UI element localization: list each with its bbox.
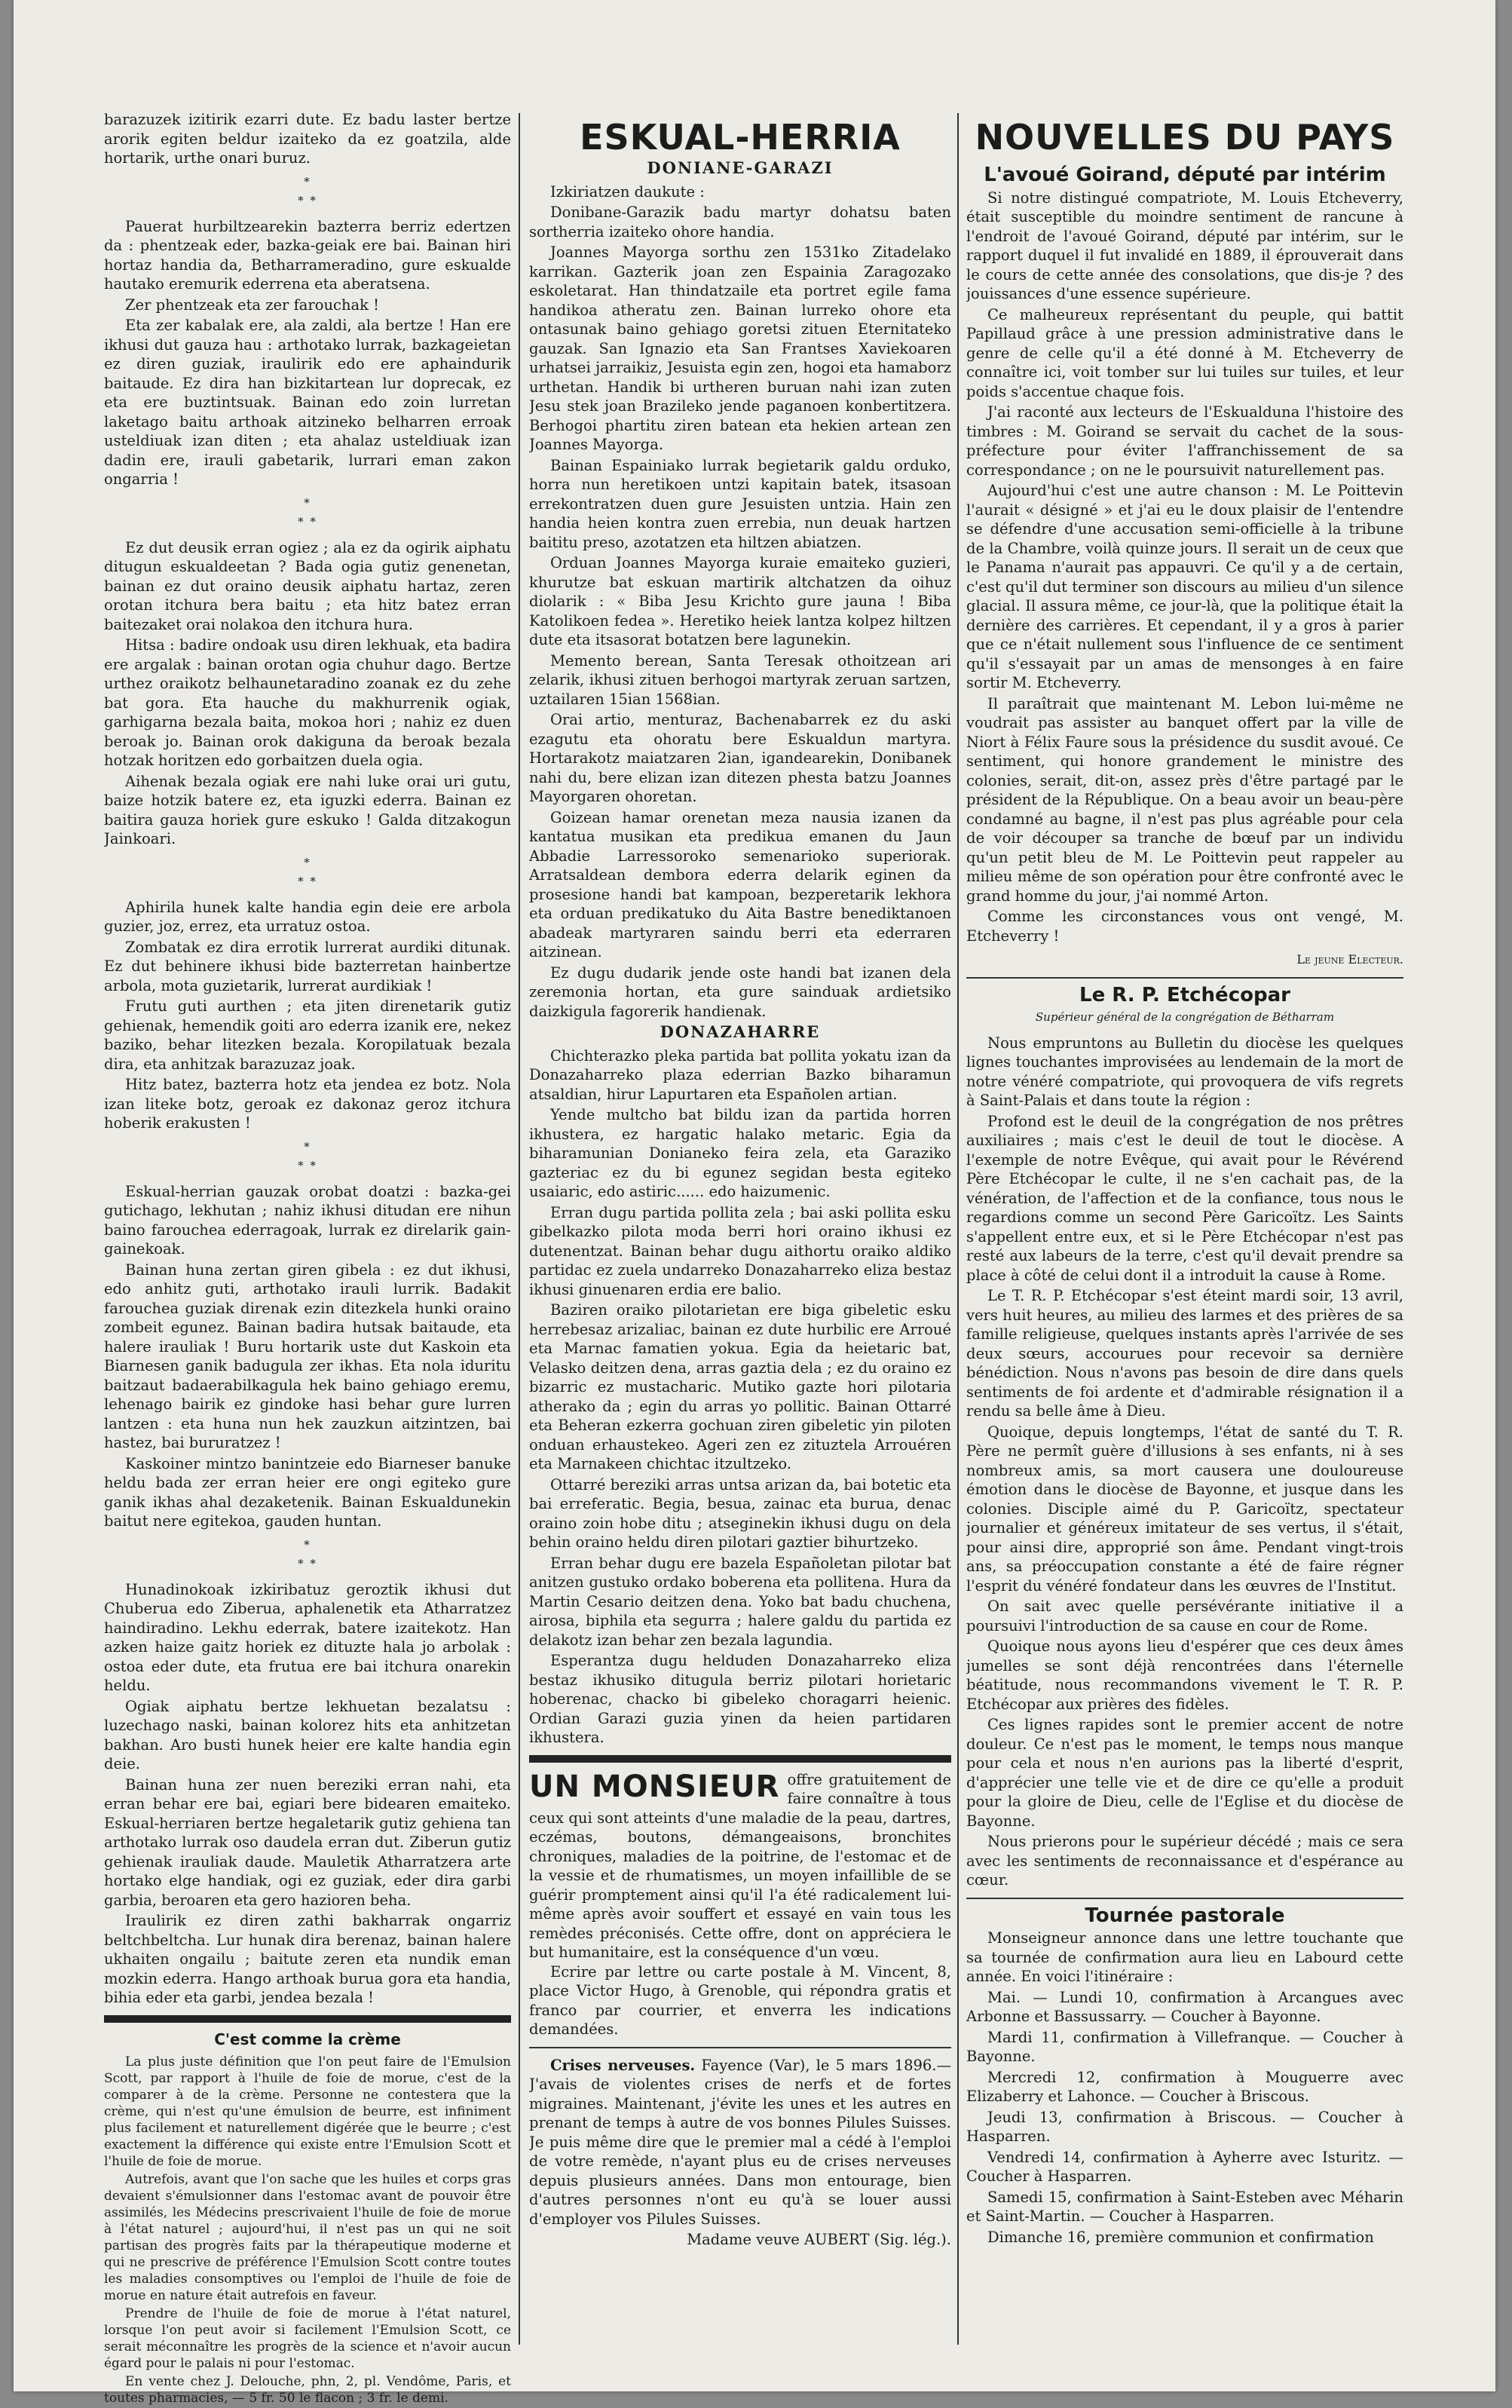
paragraph-group <box>966 1929 1403 2247</box>
paragraph-group <box>104 1182 511 1531</box>
paragraph: Goizean hamar orenetan meza nausia izanen da kantatua musikan eta predikua emanen du Jaun Abbadie Larressoroko semenarioko superiorak. Arratsaldean dembora ederra delarik eginen da prosesione handi bat kampoan, bezperetarik lekhora eta orduan predikatuko du Aita Bastre benediktanoen abadeak martyraren saindu berri eta ederraren aitzinean. <box>529 808 951 960</box>
paragraph: Mercredi 12, confirmation à Mouguerre avec Elizaberry et Lahonce. — Coucher à Briscous. <box>966 2068 1403 2105</box>
masthead-eskual-herria: ESKUAL-HERRIA <box>580 117 901 158</box>
paragraph: Aujourd'hui c'est une autre chanson : M. Le Poittevin l'aurait « désigné » et j'ai eu le doux plaisir de l'entendre se défendre d'une accusation semi-officielle à la tribune de la Chambre, voilà quinze jours. Il serait un de ceux que le Panama n'aurait pas appauvri. Ce qu'il y a de certain, c'est qu'il dut terminer son discours au milieu d'un silence glacial. Il assura même, ce jour-là, que la politique était la dernière des carrières. Et cependant, il y a gros à parier que ce n'était nullement sous l'influence de ce sentiment qu'il s'essayait par un amas de mensonges à en faire sortir M. Etcheverry. <box>966 482 1403 691</box>
paragraph-group <box>966 1034 1403 1890</box>
paragraph-group <box>966 188 1403 946</box>
article-title: Le R. P. Etchécopar <box>1079 983 1290 1006</box>
paragraph: Autrefois, avant que l'on sache que les huiles et corps gras devaient s'émulsionner dans l'estomac avant de pouvoir être assimilés, les Médecins prescrivaient l'huile de foie de morue à l'état naturel ; aujourd'hui, il n'est pas un qui ne soit partisan des progrès faits par la thérapeutique moderne et qui ne prescrive de préférence l'Emulsion Scott contre toutes les maladies consomptives ou l'emploi de l'huile de foie de morue en nature était autrefois en faveur. <box>104 2172 511 2303</box>
article-title: Tournée pastorale <box>1085 1904 1285 1927</box>
intro-line: Izkiriatzen daukute : <box>550 182 705 201</box>
paragraph: Ces lignes rapides sont le premier accent de notre douleur. Ce n'est pas le moment, le temps nous manque pour cela et nous n'en aurions pas la liberté d'esprit, d'apprécier une telle vie et de dire ce qu'elle a produit pour la gloire de Dieu, celle de l'Eglise et du diocèse de Bayonne. <box>966 1716 1403 1830</box>
paragraph: Comme les circonstances vous ont vengé, M. Etcheverry ! <box>966 908 1403 945</box>
paragraph: Hitsa : badire ondoak usu diren lekhuak, eta badira ere argalak : bainan orotan ogia chuhur dago. Bertze urthez oraikotz belhaunetaradino zoanak ez du zehe bat gora. Eta hauche du makhurrenik ogiak, garhigarna bezala baita, mokoa hori ; nahiz ez duen beroak jo. Bainan orok dakiguna da beroak bezala hotzak horitzen edo gorbaitzen duela ogia. <box>104 636 511 769</box>
paragraph: La plus juste définition que l'on peut faire de l'Emulsion Scott, par rapport à l'huile de foie de morue, c'est de la comparer à de la crème. Personne ne contestera que la crème, qui n'est qu'une émulsion de beurre, est infiniment plus facilement et naturellement digérée que le beurre ; c'est exactement la différence qui existe entre l'Emulsion Scott et l'huile de foie de morue. <box>104 2054 511 2169</box>
column-rule <box>957 113 959 2345</box>
paragraph: Memento berean, Santa Teresak othoitzean ari zelarik, ikhusi zituen berhogoi martyrak zeruan sartzen, uztailaren 15ian 1568ian. <box>529 651 951 708</box>
paragraph: Bainan Espainiako lurrak begietarik galdu orduko, horra nun heretikoen untzi kapitain batek, itsasoan errekontratzen duen gure Jesuisten untzia. Hain zen handia heien kontra zuen errebia, nun deuak hartzen baititu preso, azotatzen eta hiltzen abiatzen. <box>529 456 951 551</box>
paragraph: Ottarré bereziki arras untsa arizan da, bai botetic eta bai erreferatic. Begia, besua, zainac eta burua, denac oraino zoin hobe ditu ; atseginekin ikhusi dugu on dela behin oraino heldu diren pilotari gaztier bihurtzeko. <box>529 1475 951 1551</box>
ad-text <box>104 2054 511 2406</box>
ad-headline: Crises nerveuses. <box>550 2056 696 2074</box>
ad-signature: Madame veuve AUBERT (Sig. lég.). <box>687 2231 951 2248</box>
paragraph: En vente chez J. Delouche, phn, 2, pl. Vendôme, Paris, et toutes pharmacies, — 5 fr. 50 le flacon ; 3 fr. le demi. <box>104 2374 511 2406</box>
ad-text: Ecrire par lettre ou carte postale à M. Vincent, 8, place Victor Hugo, à Grenoble, qui répondra gratis et franco par courrier, et enverra les indications demandées. <box>529 1962 951 2038</box>
paragraph: Ez dut deusik erran ogiez ; ala ez da ogirik aiphatu ditugun eskualdeetan ? Bada ogia gutiz genenetan, bainan ez dut oraino deusik aiphatu hartaz, zeren orotan itchura bera baitu ; eta hitz batez erran baitezaket orai nolakoa den itchura hura. <box>104 538 511 633</box>
ad-crises <box>529 2056 951 2229</box>
newspaper-page <box>14 0 1495 2406</box>
paragraph: Le T. R. P. Etchécopar s'est éteint mardi soir, 13 avril, vers huit heures, au milieu des larmes et des prières de sa famille religieuse, quelques instants après l'arrivée de ses deux sœurs, accourues pour recevoir sa dernière bénédiction. Nous n'avons pas besoin de dire dans quels sentiments de foi ardente et d'admirable résignation il a rendu sa belle âme à Dieu. <box>966 1287 1403 1420</box>
section-subtitle: DONIANE-GARAZI <box>647 158 834 177</box>
paragraph: Bainan huna zer nuen bereziki erran nahi, eta erran behar ere bai, egiari bere bidearen emaiteko. Eskual-herriaren bertze hegaletarik gutiz gehiena tan arthotako lurrak oso daudela erran dut. Ziberun gutiz gehienak irauliak daude. Mauletik Atharratzera arte hortako elge handiak, ogi ez guziak, eder dira garbi garbia, beroaren eta gero hazioren beha. <box>104 1775 511 1909</box>
paragraph: Zombatak ez dira errotik lurrerat aurdiki ditunak. Ez dut behinere ikhusi bide bazterretan hainbertze arbola, mota guzietarik, lurrerat aurdikiak ! <box>104 938 511 994</box>
ad-text: Fayence (Var), le 5 mars 1896.— J'avais de violentes crises de nerfs et de fortes migraines. Maintenant, j'évite les unes et les autres en prenant de temps à autre de vos bonnes Pilules Suisses. Je puis même dire que le premier mal a cédé à l'emploi de votre remède, n'ayant plus eu de crises nerveuses depuis plusieurs années. Dans mon entourage, bien d'autres personnes n'ont eu qu'à se louer aussi d'employer vos Pilules Suisses. <box>529 2056 951 2228</box>
separator-stars: * * * <box>298 1537 317 1570</box>
paragraph: Dimanche 16, première communion et confirmation <box>987 2228 1374 2246</box>
paragraph: J'ai raconté aux lecteurs de l'Eskualduna l'histoire des timbres : M. Goirand se servait du cachet de la sous-préfecture pour éviter l'affranchissement de sa correspondance ; on ne le poursuivit naturellement pas. <box>966 403 1403 479</box>
paragraph: Prendre de l'huile de foie de morue à l'état naturel, lorsque l'on peut avoir si facilement l'Emulsion Scott, ce serait méconnaître les progrès de la science et n'avoir aucun égard pour le palais ni pour l'estomac. <box>104 2306 511 2371</box>
article-subtitle: Supérieur général de la congrégation de Bétharram <box>1035 1010 1335 1024</box>
section-rule <box>104 2015 511 2023</box>
paragraph-group <box>104 1580 511 2008</box>
paragraph: Jeudi 13, confirmation à Briscous. — Coucher à Hasparren. <box>966 2108 1403 2145</box>
paragraph: Chichterazko pleka partida bat pollita yokatu izan da Donazaharreko plaza ederrian Bazko biharamun atsaldian, hirur Lapurtaren eta Españolen artian. <box>529 1046 951 1103</box>
paragraph: Ce malheureux représentant du peuple, qui battit Papillaud grâce à une pression administrative dans le genre de celle qu'il a été donné à M. Etcheverry de connaître ici, voit tomber sur lui tuiles sur tuiles, et leur poids s'accentue chaque fois. <box>966 305 1403 400</box>
masthead-nouvelles: NOUVELLES DU PAYS <box>975 117 1395 158</box>
paragraph-group <box>104 217 511 489</box>
paragraph: Iraulirik ez diren zathi bakharrak ongarriz beltchbeltcha. Lur hunak dira berenaz, bainan halere ukhaiten ongailu ; baitute zeren eta nundik eman mozkin ederra. Hango arthoak burua gora eta handia, bihia eder eta garbi, jendea bezala ! <box>104 1912 511 2006</box>
paragraph: Pauerat hurbiltzearekin bazterra berriz edertzen da : phentzeak eder, bazka-geiak ere bai. Bainan hiri hortaz handia da, Betharrameradino, gure eskualde hautako eremurik ederrena eta aberatsena. <box>104 217 511 293</box>
paragraph: Yende multcho bat bildu izan da partida horren ikhustera, ez hargatic halako metaric. Egia da biharamunian Donianeko feira zela, eta Garaziko gazteriac ez du bi egunez segidan besta egiteko usaiaric, edo astiric...... edo haizumenic. <box>529 1106 951 1200</box>
paragraph: Eta zer kabalak ere, ala zaldi, ala bertze ! Han ere ikhusi dut gauza hau : arthotako lurrak, bazkageietan ez diren guziak, iraulirik edo ere aphaindurik baitaude. Ez dira han bizkitartean lur doprecak, ez eta ere buztintsuak. Bainan edo zoin lurretan laketago baitu arthoak aitzineko belharren erroak usteldiuak izan diten ; eta ahalaz usteldiuak izan dadin ere, irauli gabetarik, lurrari eman zakon ongarria ! <box>104 317 511 488</box>
column-2 <box>529 110 951 2251</box>
ad-headline: UN MONSIEUR <box>529 1769 780 1804</box>
paragraph: Ogiak aiphatu bertze lekhuetan bezalatsu : luzechago naski, bainan kolorez hits eta anhitzetan bakhan. Aro busti hunek heier ere kalte handia egin deie. <box>104 1697 511 1772</box>
section-rule <box>966 977 1403 979</box>
column-1 <box>104 110 511 2408</box>
column-3 <box>966 110 1403 2248</box>
paragraph: Mai. — Lundi 10, confirmation à Arcangues avec Arbonne et Bassussarry. — Coucher à Bayonne. <box>966 1988 1403 2025</box>
ad-text: offre gratuitement de faire connaître à tous ceux qui sont atteints d'une maladie de la peau, dartres, eczémas, boutons, démangeaisons, bronchites chroniques, maladies de la poitrine, de l'estomac et de la vessie et de rhumatismes, un moyen infaillible de se guérir promptement ainsi qu'il l'a été radicalement lui-même après avoir souffert et essayé en vain tous les remèdes préconisés. Cette offre, dont on appréciera le but humanitaire, est la conséquence d'un vœu. <box>529 1770 951 1961</box>
paragraph: Zer phentzeak eta zer farouchak ! <box>125 296 379 314</box>
paragraph: Erran dugu partida pollita zela ; bai aski pollita esku gibelkazko pilota moda berri hori oraino ikhusi ez dutenentzat. Bainan behar dugu aithortu oraiko aldiko partidac ez zuela undarreko Donazaharreko eliza bestaz ikhusi ginuenaren erdia ere balio. <box>529 1203 951 1298</box>
paragraph: Orai artio, menturaz, Bachenabarrek ez du aski ezagutu eta ohoratu bere Eskualdun martyra. Hortarakotz maiatzaren 2ian, igandearekin, Donibanek nahi du, bere elizan izan ditezen phesta batzu Joannes Mayorgaren ohoretan. <box>529 711 951 805</box>
paragraph: Monseigneur annonce dans une lettre touchante que sa tournée de confirmation aura lieu en Labourd cette année. En voici l'itinéraire : <box>966 1929 1403 1985</box>
paragraph-group <box>104 898 511 1133</box>
paragraph: Nous prierons pour le supérieur décédé ; mais ce sera avec les sentiments de reconnaissance et d'espérance au cœur. <box>966 1833 1403 1889</box>
article-title: L'avoué Goirand, député par intérim <box>984 164 1386 186</box>
section-subtitle: DONAZAHARRE <box>660 1022 821 1041</box>
section-rule <box>529 1755 951 1763</box>
ad-title: C'est comme la crème <box>214 2030 401 2048</box>
paragraph: Kaskoiner mintzo banintzeie edo Biarneser banuke heldu bada zer erran heier ere ongi egiteko gure ganik ikhas ahal dezaketenik. Bainan Eskualdunekin baitut nere egitekoa, gauden huntan. <box>104 1454 511 1530</box>
article-signature: Le jeune Electeur. <box>1296 952 1403 967</box>
paragraph-group <box>104 538 511 849</box>
paragraph: Frutu guti aurthen ; eta jiten direnetarik gutiz gehienak, hemendik goiti aro ederra izanik ere, nekez baziko, behar litezken bezala. Koropilatuak bezala dira, eta anhitzak barazuzaz joak. <box>104 997 511 1073</box>
paragraph: Aphirila hunek kalte handia egin deie ere arbola guzier, joz, errez, eta urratuz ostoa. <box>104 898 511 935</box>
paragraph: Orduan Joannes Mayorga kuraie emaiteko guzieri, khurutze bat eskuan martirik altchatzen da oihuz diolarik : « Biba Jesu Krichto gure jauna ! Biba Katolikoen fedea ». Heretiko heiek lantza kolpez hiltzen dute eta itsasorat botatzen bere lagunekin. <box>529 554 951 648</box>
paragraph: Quoique nous ayons lieu d'espérer que ces deux âmes jumelles se sont déjà rencontrées dans l'éternelle béatitude, nous recommandons vivement le T. R. P. Etchécopar aux prières des fidèles. <box>966 1638 1403 1713</box>
paragraph: Aihenak bezala ogiak ere nahi luke orai uri gutu, baize hotzik batere ez, eta iguzki ederra. Bainan ez baitira gauza horiek gure eskuko ! Galda ditzakogun Jainkoari. <box>104 772 511 847</box>
paragraph: Baziren oraiko pilotarietan ere biga gibeletic esku herrebesaz arizaliac, bainan ez dute hurbilic ere Arroué eta Marnac famatien yokua. Egia da heietaric bat, Velasko deitzen dena, arras gaztia dela ; ez du oraino ez bizarric ez mustacharic. Mutiko gazte hori pilotaria atherako da ; egin du arras yo pollitic. Bainan Ottarré eta Beheran ezkerra gochuan ziren gibeletic yin piloten onduan erhaustekeo. Ageri zen ez zituztela Arrouéren eta Marnakeen chichtac itzultzeko. <box>529 1301 951 1472</box>
paragraph: Profond est le deuil de la congrégation de nos prêtres auxiliaires ; mais c'est le deuil de tout le diocèse. A l'exemple de notre Evêque, qui avait pour le Révérend Père Etchécopar le culte, il ne s'en cachait pas, de la vénération, de l'affection et de la confiance, tous nous le regardions comme un second Père Garicoïtz. Les Saints s'appellent entre eux, et si le Père Etchécopar n'est pas resté aux labeurs de la terre, c'est qu'il devait prendre sa place à côté de celui dont il a introduit la cause à Rome. <box>966 1112 1403 1284</box>
paragraph: Samedi 15, confirmation à Saint-Esteben avec Méharin et Saint-Martin. — Coucher à Hasparren. <box>966 2188 1403 2225</box>
paragraph: Si notre distingué compatriote, M. Louis Etcheverry, était susceptible du moindre sentiment de rancune à l'endroit de l'avoué Goirand, député par intérim, sur le rapport duquel il fut invalidé en 1889, il éprouverait dans le cours de cette année des consolations, que dis-je ? des jouissances d'une essence supérieure. <box>966 188 1403 302</box>
section-rule <box>529 2047 951 2048</box>
paragraph-group <box>104 110 511 168</box>
paragraph: Ez dugu dudarik jende oste handi bat izanen dela zeremonia hortan, eta gure sainduak ardietsiko daizkigula fagorerik handienak. <box>529 964 951 1020</box>
separator-stars: * * * <box>298 1139 317 1172</box>
paragraph: Mardi 11, confirmation à Villefranque. — Coucher à Bayonne. <box>966 2028 1403 2065</box>
section-rule <box>966 1898 1403 1899</box>
paragraph: Bainan huna zertan giren gibela : ez dut ikhusi, edo anhitz guti, arthotako irauli lurrik. Badakit farouchea guziak direnak ezin ditezkela hunki oraino zombeit egunez. Bainan badira hutsak baitaude, eta halere irauliak ! Buru hortarik uste dut Kaskoin eta Biarnesen ganik badugula zer ikhas. Eta nola iduritu baitzaut badaerabilkagula hek baino gehiago eremu, lehenago bairik ez gindoke hasi behar gure lurren lantzen : eta huna nun hek zauzkun aitzintzen, bai hastez, bai bururatzez ! <box>104 1261 511 1451</box>
paragraph: Nous empruntons au Bulletin du diocèse les quelques lignes touchantes improvisées au lendemain de la mort de notre vénéré compatriote, qui provoquera de vifs regrets à Saint-Palais et dans toute la région : <box>966 1034 1403 1109</box>
paragraph: Esperantza dugu helduden Donazaharreko eliza bestaz ikhusiko ditugula berriz pilotari horietaric hoberenac, chacko bi gibeleko choragarri heienic. Ordian Garazi guzia yinen da heien partidaren ikhustera. <box>529 1652 951 1746</box>
paragraph: Donibane-Garazik badu martyr dohatsu baten sortherria izaiteko ohore handia. <box>529 204 951 240</box>
paragraph-group <box>529 1046 951 1748</box>
separator-stars: * * * <box>298 855 317 888</box>
separator-stars: * * * <box>298 495 317 528</box>
paragraph: Hitz batez, bazterra hotz eta jendea ez botz. Nola izan liteke botz, geroak ez dakonaz geroz itchura hoberik erakusten ! <box>104 1076 511 1132</box>
paragraph: Hunadinokoak izkiribatuz geroztik ikhusi dut Chuberua edo Ziberua, aphalenetik eta Atharratzez haindiradino. Lekhu ederrak, batere izaitekotz. Han azken haize gaitz horiek ez dituzte hala jo arbolak : ostoa eder dute, eta frutua ere bai itchura onarekin heldu. <box>104 1580 511 1694</box>
paragraph: Erran behar dugu ere bazela Españoletan pilotar bat anitzen gustuko ordako boberena eta pollitena. Hura da Martin Cesario deitzen dena. Yoko bat badu chuchena, airosa, biphila eta segurra ; halere galdu du partida ez delakotz izan behar zen bezala lagundia. <box>529 1554 951 1649</box>
column-rule <box>519 113 520 2345</box>
paragraph: On sait avec quelle persévérante initiative il a poursuivi l'introduction de sa cause en cour de Rome. <box>966 1598 1403 1634</box>
paragraph: Quoique, depuis longtemps, l'état de santé du T. R. Père ne permît guère d'illusions à ses enfants, ni à ses nombreux amis, sa mort causera une douloureuse émotion dans le diocèse de Bayonne, et jusque dans les colonies. Disciple aimé du P. Garicoïtz, spectateur journalier et généreux imitateur de ses vertus, il s'était, pour ainsi dire, approprié son âme. Pendant vingt-trois ans, sa préoccupation constante a été de faire régner l'esprit du vénéré fondateur dans les œuvres de l'Institut. <box>966 1423 1403 1595</box>
paragraph-group <box>529 203 951 1021</box>
ad-monsieur <box>529 1770 951 2039</box>
paragraph: Il paraîtrait que maintenant M. Lebon lui-même ne voudrait pas assister au banquet offert par la ville de Niort à Félix Faure sous la présidence du susdit avoué. Ce sentiment, qui honore grandement le ministre des colonies, serait, dit-on, assez près d'être partagé par le président de la République. On a beau avoir un beau-père condamné au bagne, il n'est pas plus agréable pour cela de voir découper sa tranche de bœuf par un individu qu'un petit bleu de M. Le Poittevin peut rappeler au milieu même de son opération pour être confronté avec le grand homme du jour, j'ai nommé Arton. <box>966 694 1403 905</box>
paragraph: Eskual-herrian gauzak orobat doatzi : bazka-gei gutichago, lekhutan ; nahiz ikhusi ditudan ere nihun baino farouchea ederragoak, lurrak ez direlarik gain-gainekoak. <box>104 1182 511 1258</box>
paragraph: Vendredi 14, confirmation à Ayherre avec Isturitz. — Coucher à Hasparren. <box>966 2148 1403 2185</box>
paragraph: barazuzek izitirik ezarri dute. Ez badu laster bertze arorik egiten beldur izaiteko da ez goatzila, alde hortarik, urthe onari buruz. <box>104 111 511 167</box>
separator-stars: * * * <box>298 174 317 207</box>
paragraph: Joannes Mayorga sorthu zen 1531ko Zitadelako karrikan. Gazterik joan zen Espainia Zaragozako eskoletarat. Han thindatzaile eta portret egile fama handikoa atheratu zen. Bainan lurreko ohore eta ontasunak baino gehiago goretsi zituen Eternitateko gauzak. San Ignazio eta San Frantses Xaviekoaren urhatsei jarraikiz, Jesuista egin zen, hogoi eta hamaborz urthetan. Handik bi urtheren buruan nahi izan zuten Jesu stek joan Brazileko jende paganoen konbertitzera. Berhogoi phartitu ziren batean eta hekien artean zen Joannes Mayorga. <box>529 244 951 453</box>
